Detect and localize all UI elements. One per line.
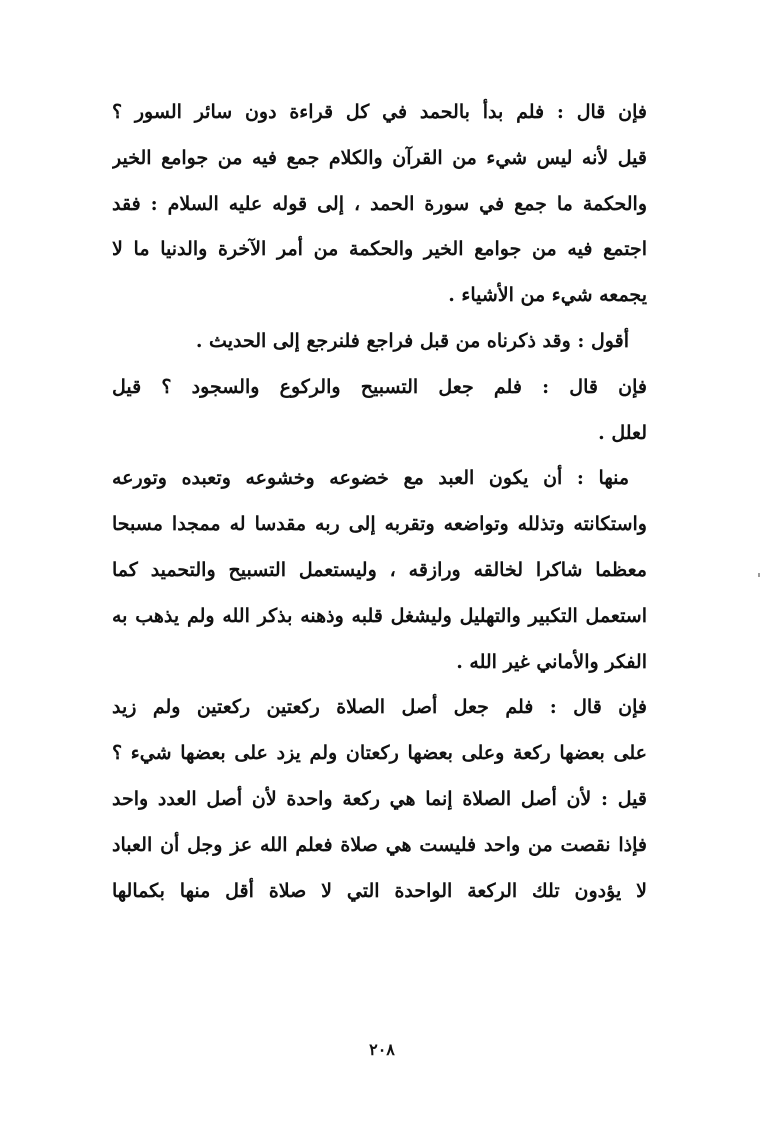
text-line: فإذا نقصت من واحد فليست هي صلاة فعلم الله عز وجل أن العباد — [112, 833, 647, 856]
text-line: والحكمة ما جمع في سورة الحمد ، إلى قوله عليه السلام : فقد — [112, 192, 647, 215]
text-line: منها : أن يكون العبد مع خضوعه وخشوعه وتعبده وتورعه — [112, 467, 629, 490]
text-line: اجتمع فيه من جوامع الخير والحكمة من أمر الآخرة والدنيا ما لا — [112, 238, 647, 261]
text-line: فإن قال : فلم بدأ بالحمد في كل قراءة دون سائر السور ؟ — [112, 101, 647, 123]
page-number: ٢٠٨ — [369, 1040, 395, 1059]
text-line: استعمل التكبير والتهليل وليشغل قلبه وذهنه بذكر الله ولم يذهب به — [112, 604, 647, 627]
text-line: الفكر والأماني غير الله . — [456, 650, 647, 673]
text-line: معظما شاكرا لخالقه ورازقه ، وليستعمل التسبيح والتحميد كما — [112, 558, 647, 581]
text-line: لعلل . — [598, 421, 647, 444]
body-text — [112, 90, 647, 914]
scan-speck — [758, 573, 760, 577]
text-line: يجمعه شيء من الأشياء . — [448, 284, 647, 307]
text-line: لا يؤدون تلك الركعة الواحدة التي لا صلاة أقل منها بكمالها — [112, 879, 647, 902]
text-line: أقول : وقد ذكرناه من قبل فراجع فلنرجع إلى الحديث . — [195, 329, 629, 352]
text-line: واستكانته وتذلله وتواضعه وتقربه إلى ربه مقدسا له ممجدا مسبحا — [112, 513, 647, 536]
text-line: فإن قال : فلم جعل أصل الصلاة ركعتين ركعتين ولم زيد — [112, 696, 647, 719]
text-line: على بعضها ركعة وعلى بعضها ركعتان ولم يزد على بعضها شيء ؟ — [112, 742, 647, 765]
text-line: قيل لأنه ليس شيء من القرآن والكلام جمع فيه من جوامع الخير — [112, 146, 647, 169]
text-line: فإن قال : فلم جعل التسبيح والركوع والسجود ؟ قيل — [112, 375, 647, 398]
text-line: قيل : لأن أصل الصلاة إنما هي ركعة واحدة لأن أصل العدد واحد — [112, 787, 647, 810]
